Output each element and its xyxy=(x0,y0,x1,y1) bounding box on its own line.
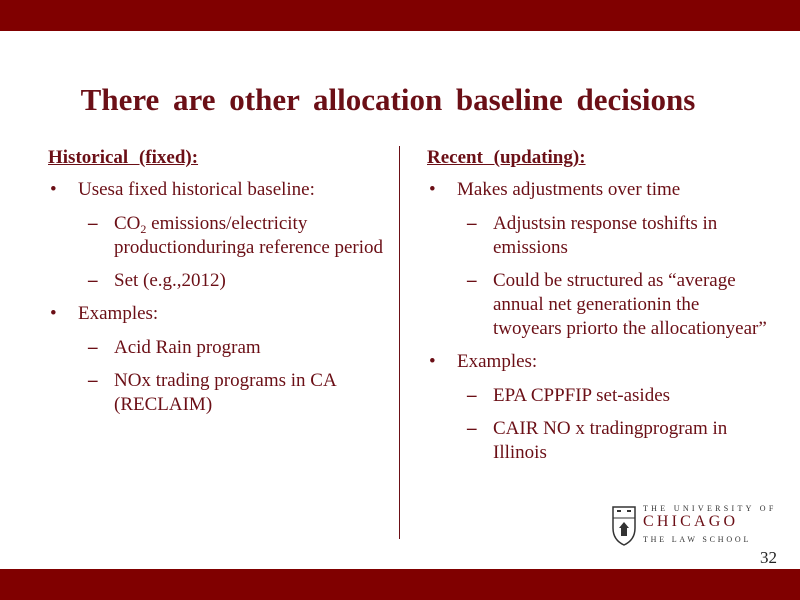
university-logo xyxy=(611,500,781,552)
dash-mark: – xyxy=(88,370,98,391)
bullet-text: Examples: xyxy=(457,351,538,372)
bullet-mark: • xyxy=(50,179,57,200)
right-column xyxy=(427,146,772,474)
logo-chicago-text: CHICAGO xyxy=(643,513,739,530)
dash-mark: – xyxy=(467,385,477,406)
bullet-text: Makes adjustments over time xyxy=(457,179,681,200)
sub-text: EPA CPPFIP set-asides xyxy=(493,385,671,406)
bullet-mark: • xyxy=(429,179,436,200)
bullet-mark: • xyxy=(50,303,57,324)
left-bullet-2 xyxy=(48,302,393,326)
dash-mark: – xyxy=(88,213,98,234)
right-sub-1-2 xyxy=(427,269,772,341)
dash-mark: – xyxy=(467,213,477,234)
bullet-text: Usesa fixed historical baseline: xyxy=(78,179,315,200)
dash-mark: – xyxy=(88,337,98,358)
right-heading: Recent (updating): xyxy=(427,147,586,168)
dash-mark: – xyxy=(88,270,98,291)
university-shield-icon xyxy=(611,504,637,546)
sub-text: $CO_2$ emissions/electricity productionduringa reference period xyxy=(114,213,384,258)
right-sub-2-2 xyxy=(427,417,772,465)
top-band xyxy=(0,0,800,31)
left-sub-2-1 xyxy=(48,336,393,360)
slide-title: There are other allocation baseline decisions xyxy=(80,82,696,117)
logo-university-text: THE UNIVERSITY OF xyxy=(643,504,777,513)
bullet-text: Examples: xyxy=(78,303,159,324)
bullet-mark: • xyxy=(429,351,436,372)
right-sub-1-1 xyxy=(427,212,772,260)
sub-text: Set (e.g.,2012) xyxy=(114,270,226,291)
dash-mark: – xyxy=(467,418,477,439)
sub-text: Acid Rain program xyxy=(114,337,261,358)
right-bullet-1 xyxy=(427,178,772,202)
right-sub-2-1 xyxy=(427,384,772,408)
sub-text: CAIR NO x tradingprogram in Illinois xyxy=(493,418,728,463)
left-sub-1-1 xyxy=(48,212,393,260)
right-bullet-2 xyxy=(427,350,772,374)
page-number: 32 xyxy=(760,548,777,567)
left-column xyxy=(48,146,393,426)
sub-text: Adjustsin response toshifts in emissions xyxy=(493,213,718,258)
column-divider xyxy=(399,146,400,539)
left-bullet-1 xyxy=(48,178,393,202)
sub-text: Could be structured as “average annual net generationin the twoyears priorto the allocationyear” xyxy=(493,270,767,339)
logo-lawschool-text: THE LAW SCHOOL xyxy=(643,535,752,544)
bottom-band xyxy=(0,569,800,600)
left-sub-2-2 xyxy=(48,369,393,417)
sub-text: NOx trading programs in CA (RECLAIM) xyxy=(114,370,336,415)
dash-mark: – xyxy=(467,270,477,291)
left-sub-1-2 xyxy=(48,269,393,293)
left-heading: Historical (fixed): xyxy=(48,147,199,168)
